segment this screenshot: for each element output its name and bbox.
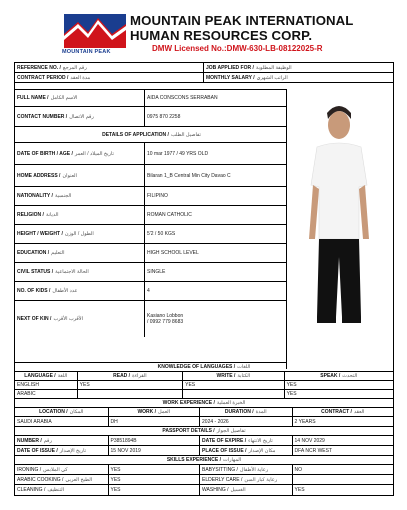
work-header: WORK / العمل xyxy=(109,408,201,416)
passport-title: PASSPORT DETAILS / تفاصيل الجواز xyxy=(162,428,246,434)
language-read xyxy=(78,390,183,398)
kids-row xyxy=(15,282,288,301)
monthly-salary-label: MONTHLY SALARY / الراتب الشهري xyxy=(206,74,288,81)
write-header: WRITE / الكتابة xyxy=(183,372,284,380)
language-read: YES xyxy=(78,381,183,389)
read-header: READ / القراءة xyxy=(78,372,183,380)
next-of-kin-row xyxy=(15,301,288,337)
experience-contract: 2 YEARS xyxy=(294,418,316,425)
skills-row-3 xyxy=(15,485,393,495)
skill-label: BABYSITTING / رعاية الأطفال xyxy=(200,465,293,474)
experience-header-row xyxy=(15,408,393,417)
kids-value: 4 xyxy=(147,288,150,294)
logo-text: MOUNTAIN PEAK xyxy=(62,49,111,55)
language-speak: YES xyxy=(286,391,297,397)
skill-value: YES xyxy=(294,487,305,493)
languages-header-row xyxy=(15,372,393,381)
language-write: YES xyxy=(183,381,284,389)
education-label: EDUCATION / التعليم xyxy=(15,244,145,262)
job-applied-label: JOB APPLIED FOR / الوظيفة المطلوبة xyxy=(206,64,292,71)
skill-value: YES xyxy=(109,475,201,484)
passport-place-value: DFA NCR WEST xyxy=(294,447,333,454)
skills-title-row xyxy=(15,456,393,465)
details-title-row xyxy=(15,127,288,143)
next-of-kin-value xyxy=(145,301,288,337)
contact-row xyxy=(15,107,288,127)
passport-number-label: NUMBER / رقم xyxy=(15,436,109,445)
applicant-figure xyxy=(287,89,393,363)
reference-row xyxy=(15,63,393,73)
contact-value: 0975 870 2258 xyxy=(147,113,181,120)
kids-label: NO. OF KIDS / عدد الأطفال xyxy=(15,282,145,300)
application-form xyxy=(14,62,394,496)
nationality-row xyxy=(15,187,288,206)
experience-title: WORK EXPERIENCE / الخبرة العملية xyxy=(162,400,246,406)
passport-number-value: P3851894B xyxy=(109,436,201,445)
skills-title: SKILLS EXPERIENCE / المهارات xyxy=(166,457,242,463)
contract-row xyxy=(15,73,393,83)
reference-label: REFERENCE NO. / رقم المرجع xyxy=(15,63,204,72)
address-row xyxy=(15,165,288,187)
language-row-arabic xyxy=(15,390,393,399)
personal-block xyxy=(15,89,393,363)
skill-value: NO xyxy=(294,466,303,473)
address-value: Bilaran 1_B Central Min City Davao C xyxy=(147,172,231,179)
language-row-english xyxy=(15,381,393,390)
height-label: HEIGHT / WEIGHT / الطول / الوزن xyxy=(15,225,145,243)
language-name: ENGLISH xyxy=(15,381,78,389)
full-name-row xyxy=(15,89,288,107)
experience-row xyxy=(15,417,393,427)
skill-label: ELDERLY CARE / رعاية كبار السن xyxy=(200,475,293,484)
skills-row-1 xyxy=(15,465,393,475)
duration-header: DURATION / المدة xyxy=(200,408,293,416)
passport-expire-label: DATE OF EXPIRE / تاريخ الانتهاء xyxy=(200,436,293,445)
contract-header: CONTRACT / العقد xyxy=(321,409,365,415)
religion-value: ROMAN CATHOLIC xyxy=(147,212,192,218)
nationality-value: FILIPINO xyxy=(147,193,168,199)
civil-status-label: CIVIL STATUS / الحالة الاجتماعية xyxy=(15,263,145,281)
skill-label: IRONING / كي الملابس xyxy=(15,465,109,474)
language-write xyxy=(183,390,284,398)
speak-header: SPEAK / التحدث xyxy=(320,373,358,379)
experience-title-row xyxy=(15,399,393,408)
language-header: LANGUAGE / اللغة xyxy=(15,372,78,380)
dob-value: 10 mar 1977 / 49 YRS OLD xyxy=(147,150,209,157)
education-row xyxy=(15,244,288,263)
civil-status-row xyxy=(15,263,288,282)
skill-label: WASHING / الغسيل xyxy=(200,485,293,495)
nationality-label: NATIONALITY / الجنسية xyxy=(15,187,145,205)
language-speak: YES xyxy=(286,382,297,388)
full-name-value: AIDA CONSCONS SERRABAN xyxy=(147,95,218,101)
religion-label: RELIGION / الديانة xyxy=(15,206,145,224)
experience-duration: 2024 - 2026 xyxy=(200,417,293,426)
company-name-line2: HUMAN RESOURCES CORP. xyxy=(130,28,313,43)
passport-row-1 xyxy=(15,436,393,446)
contact-label: CONTACT NUMBER / رقم الاتصال xyxy=(15,107,145,126)
next-of-kin-phone: / 0992 779 8683 xyxy=(147,319,184,325)
skills-row-2 xyxy=(15,475,393,485)
passport-issue-label: DATE OF ISSUE / تاريخ الإصدار xyxy=(15,446,109,455)
next-of-kin-name: Kasiano Lobbon xyxy=(147,313,184,319)
skill-label: ARABIC COOKING / الطبخ العربي xyxy=(15,475,109,484)
details-title: DETAILS OF APPLICATION / تفاصيل الطلب xyxy=(102,131,201,138)
next-of-kin-label: NEXT OF KIN / الأقرب الأقرب xyxy=(15,301,145,337)
language-name: ARABIC xyxy=(15,390,78,398)
passport-title-row xyxy=(15,427,393,436)
civil-status-value: SINGLE xyxy=(147,269,166,275)
full-name-label: FULL NAME / الاسم الكامل xyxy=(15,90,145,106)
applicant-photo xyxy=(286,89,393,369)
company-name-line1: MOUNTAIN PEAK INTERNATIONAL xyxy=(130,13,354,28)
location-header: LOCATION / المكان xyxy=(15,408,109,416)
skill-value xyxy=(293,475,393,484)
header xyxy=(0,0,407,62)
languages-title: KNOWLEDGE OF LANGUAGES / اللغات xyxy=(157,364,251,370)
experience-location: SAUDI ARABIA xyxy=(15,417,109,426)
religion-row xyxy=(15,206,288,225)
skill-value: YES xyxy=(109,465,201,474)
passport-issue-value: 15 NOV 2019 xyxy=(109,446,201,455)
mountain-peak-logo xyxy=(64,14,126,54)
passport-row-2 xyxy=(15,446,393,456)
skill-value: YES xyxy=(109,485,201,495)
dob-row xyxy=(15,143,288,165)
height-value: 5'2 / 50 KGS xyxy=(147,231,176,237)
skill-label: CLEANING / التنظيف xyxy=(15,485,109,495)
passport-place-label: PLACE OF ISSUE / مكان الإصدار xyxy=(200,446,293,455)
experience-work: DH xyxy=(109,417,201,426)
address-label: HOME ADDRESS / العنوان xyxy=(15,165,145,186)
education-value: HIGH SCHOOL LEVEL xyxy=(147,250,199,256)
dob-label: DATE OF BIRTH / AGE / تاريخ الميلاد / العمر xyxy=(15,143,145,164)
languages-title-row xyxy=(15,363,393,372)
contract-period-label: CONTRACT PERIOD / مدة العقد xyxy=(15,73,204,82)
height-row xyxy=(15,225,288,244)
passport-expire-value: 14 NOV 2029 xyxy=(294,437,325,444)
license-number: DMW Licensed No.:DMW-630-LB-08122025-R xyxy=(152,44,323,53)
